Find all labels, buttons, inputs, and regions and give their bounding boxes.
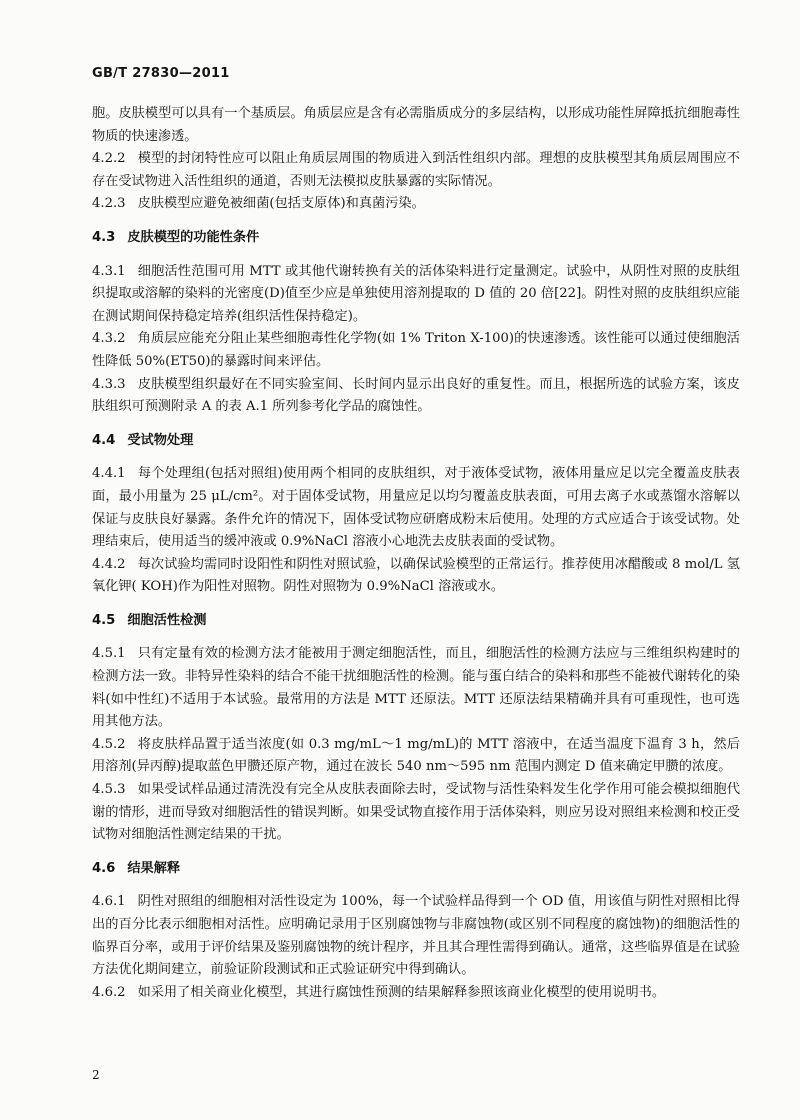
paragraph: [92, 891, 740, 981]
document-body: [92, 103, 740, 1004]
section-heading: [92, 430, 740, 453]
paragraph-text: 如采用了相关商业化模型，其进行腐蚀性预测的结果解释参照该商业化模型的使用说明书。: [137, 984, 666, 1000]
paragraph-text: 将皮肤样品置于适当浓度(如 0.3 mg/mL～1 mg/mL)的 MTT 溶液中，在适当温度下温育 3 h，然后用溶剂(异丙醇)提取蓝色甲臜还原产物，通过在波长 540 nm～595 nm 范围内测定 D 值来确定甲臜的浓度。: [92, 736, 740, 775]
clause-number: 4.6.2: [92, 984, 126, 1000]
clause-number: 4.4.1: [92, 466, 126, 482]
paragraph: [92, 734, 740, 779]
heading-text: 细胞活性检测: [127, 612, 207, 628]
paragraph-text: 每次试验均需同时设阳性和阴性对照试验，以确保试验模型的正常运行。推荐使用冰醋酸或 8 mol/L 氢氧化钾( KOH)作为阳性对照物。阴性对照物为 0.9%NaCl 溶液或水。: [92, 556, 740, 595]
clause-number: 4.2.3: [92, 196, 126, 212]
clause-number: 4.6.1: [92, 894, 126, 910]
clause-number: 4.5.3: [92, 782, 126, 798]
clause-number: 4.5.2: [92, 736, 126, 752]
paragraph: [92, 779, 740, 847]
paragraph: [92, 643, 740, 733]
clause-number: 4.5.1: [92, 646, 126, 662]
paragraph-text: 每个处理组(包括对照组)使用两个相同的皮肤组织，对于液体受试物，液体用量应足以完全覆盖皮肤表面，最小用量为 25 μL/cm²。对于固体受试物，用量应足以均匀覆盖皮肤表面，可用去离子水或蒸馏水溶解以保证与皮肤良好暴露。条件允许的情况下，固体受试物应研磨成粉末后使用。处理的方式应适合于该受试物。处理结束后，使用适当的缓冲液或 0.9%NaCl 溶液小心地洗去皮肤表面的受试物。: [92, 466, 740, 550]
paragraph: [92, 374, 740, 419]
paragraph: [92, 328, 740, 373]
clause-number: 4.2.2: [92, 151, 126, 167]
paragraph: [92, 103, 740, 148]
paragraph-text: 胞。皮肤模型可以具有一个基质层。角质层应是含有必需脂质成分的多层结构，以形成功能性屏障抵抗细胞毒性物质的快速渗透。: [92, 106, 740, 144]
clause-number: 4.3: [92, 229, 116, 245]
paragraph-text: 角质层应能充分阻止某些细胞毒性化学物(如 1% Triton X-100)的快速渗透。该性能可以通过使细胞活性降低 50%(ET50)的暴露时间来评估。: [92, 331, 740, 369]
heading-text: 皮肤模型的功能性条件: [127, 229, 260, 245]
paragraph: [92, 193, 740, 216]
paragraph-text: 如果受试样品通过清洗没有完全从皮肤表面除去时，受试物与活性染料发生化学作用可能会模拟细胞代谢的情形，进而导致对细胞活性的错误判断。如果受试物直接作用于活体染料，则应另设对照组来检测和校正受试物对细胞活性测定结果的干扰。: [92, 782, 740, 843]
paragraph: [92, 554, 740, 599]
paragraph: [92, 463, 740, 553]
section-heading: [92, 227, 740, 250]
paragraph-text: 模型的封闭特性应可以阻止角质层周围的物质进入到活性组织内部。理想的皮肤模型其角质层周围应不存在受试物进入活性组织的通道，否则无法模拟皮肤暴露的实际情况。: [92, 151, 740, 189]
clause-number: 4.4: [92, 432, 116, 448]
clause-number: 4.4.2: [92, 556, 126, 572]
paragraph: [92, 148, 740, 193]
section-heading: [92, 858, 740, 881]
clause-number: 4.5: [92, 612, 116, 628]
paragraph-text: 细胞活性范围可用 MTT 或其他代谢转换有关的活体染料进行定量测定。试验中，从阴性对照的皮肤组织提取或溶解的染料的光密度(D)值至少应是单独使用溶剂提取的 D 值的 20 倍[22]。阴性对照的皮肤组织应能在测试期间保持稳定培养(组织活性保持稳定)。: [92, 263, 740, 324]
paragraph: [92, 261, 740, 329]
standard-code: GB/T 27830—2011: [92, 66, 230, 81]
clause-number: 4.3.3: [92, 376, 126, 392]
paragraph-text: 皮肤模型组织最好在不同实验室间、长时间内显示出良好的重复性。而且，根据所选的试验方案，该皮肤组织可预测附录 A 的表 A.1 所列参考化学品的腐蚀性。: [92, 376, 740, 415]
paragraph-text: 阴性对照组的细胞相对活性设定为 100%，每一个试验样品得到一个 OD 值，用该值与阴性对照相比得出的百分比表示细胞相对活性。应明确记录用于区别腐蚀物与非腐蚀物(或区别不同程度的腐蚀物)的细胞活性的临界百分率，或用于评价结果及鉴别腐蚀物的统计程序，并且其合理性需得到确认。通常，这些临界值是在试验方法优化期间建立，前验证阶段测试和正式验证研究中得到确认。: [92, 894, 740, 978]
paragraph: [92, 982, 740, 1005]
heading-text: 结果解释: [127, 860, 181, 876]
heading-text: 受试物处理: [127, 432, 194, 448]
clause-number: 4.3.1: [92, 263, 126, 279]
clause-number: 4.3.2: [92, 331, 126, 347]
paragraph-text: 只有定量有效的检测方法才能被用于测定细胞活性，而且，细胞活性的检测方法应与三维组织构建时的检测方法一致。非特异性染料的结合不能干扰细胞活性的检测。能与蛋白结合的染料和那些不能被代谢转化的染料(如中性红)不适用于本试验。最常用的方法是 MTT 还原法。MTT 还原法结果精确并具有可重现性，也可选用其他方法。: [92, 646, 740, 730]
section-heading: [92, 610, 740, 633]
page-number: 2: [92, 1068, 100, 1082]
paragraph-text: 皮肤模型应避免被细菌(包括支原体)和真菌污染。: [137, 196, 425, 212]
clause-number: 4.6: [92, 860, 116, 876]
